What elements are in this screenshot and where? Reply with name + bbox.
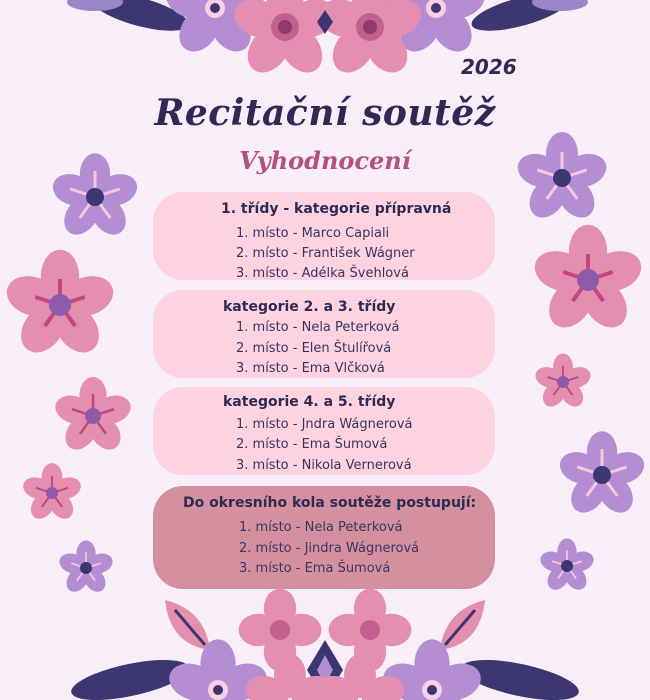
result-line: 1. místo - Nela Peterková: [236, 320, 400, 335]
page-title: Recitační soutěž: [154, 92, 496, 134]
category-heading: kategorie 4. a 5. třídy: [223, 394, 396, 410]
result-line: 3. místo - Nikola Vernerová: [236, 458, 412, 473]
category-heading: kategorie 2. a 3. třídy: [223, 299, 396, 315]
result-line: 2. místo - Elen Štulířová: [236, 341, 392, 356]
result-line: 2. místo - František Wágner: [236, 246, 415, 261]
result-line: 2. místo - Ema Šumová: [236, 437, 388, 452]
category-box-2: [153, 290, 495, 378]
result-line: 1. místo - Marco Capiali: [236, 226, 390, 241]
category-heading: 1. třídy - kategorie přípravná: [221, 201, 452, 217]
result-line: 3. místo - Ema Šumová: [239, 561, 391, 576]
page-subtitle: Vyhodnocení: [239, 146, 411, 175]
result-line: 1. místo - Nela Peterková: [239, 520, 403, 535]
result-line: 3. místo - Ema Vlčková: [236, 361, 385, 376]
advancing-box: [153, 486, 495, 589]
result-line: 2. místo - Jindra Wágnerová: [239, 541, 420, 556]
bottom-garland: [68, 589, 582, 700]
year-label: 2026: [461, 55, 517, 79]
result-line: 1. místo - Jndra Wágnerová: [236, 417, 413, 432]
result-line: 3. místo - Adélka Švehlová: [236, 266, 409, 281]
category-box-1: [153, 192, 495, 280]
advancing-heading: Do okresního kola soutěže postupují:: [183, 495, 477, 511]
category-box-3: [153, 387, 495, 475]
